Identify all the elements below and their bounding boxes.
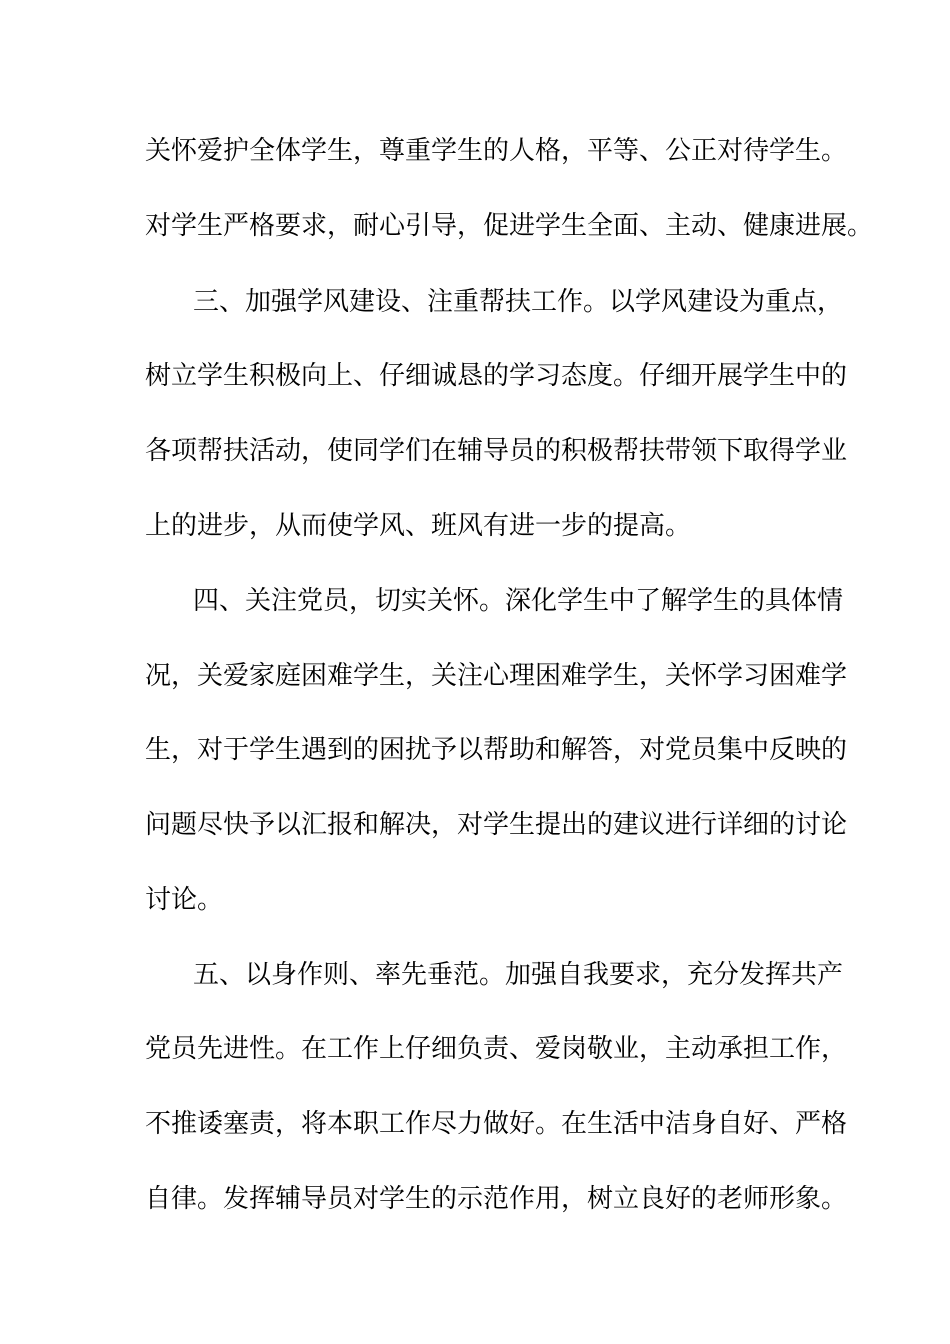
- text-line: 树立学生积极向上、仔细诚恳的学习态度。仔细开展学生中的: [145, 361, 848, 391]
- text-line: 关怀爱护全体学生，尊重学生的人格，平等、公正对待学生。: [145, 136, 848, 166]
- text-line: 况，关爱家庭困难学生，关注心理困难学生，关怀学习困难学: [145, 661, 848, 691]
- text-line: 党员先进性。在工作上仔细负责、爱岗敬业，主动承担工作，: [145, 1034, 848, 1064]
- paragraph-heading-4: 四、关注党员，切实关怀。深化学生中了解学生的具体情: [193, 586, 844, 616]
- text-line: 各项帮扶活动，使同学们在辅导员的积极帮扶带领下取得学业: [145, 436, 848, 466]
- text-line: 不推诿塞责，将本职工作尽力做好。在生活中洁身自好、严格: [145, 1109, 848, 1139]
- text-line: 自律。发挥辅导员对学生的示范作用，树立良好的老师形象。: [145, 1184, 848, 1214]
- text-line: 对学生严格要求，耐心引导，促进学生全面、主动、健康进展。: [145, 211, 874, 241]
- text-line: 上的进步，从而使学风、班风有进一步的提高。: [145, 511, 692, 541]
- text-line: 问题尽快予以汇报和解决，对学生提出的建议进行详细的讨论: [145, 810, 848, 840]
- text-line: 讨论。: [145, 885, 224, 915]
- text-line: 生，对于学生遇到的困扰予以帮助和解答，对党员集中反映的: [145, 735, 848, 765]
- paragraph-heading-5: 五、以身作则、率先垂范。加强自我要求，充分发挥共产: [193, 960, 844, 990]
- paragraph-heading-3: 三、加强学风建设、注重帮扶工作。以学风建设为重点，: [193, 287, 844, 317]
